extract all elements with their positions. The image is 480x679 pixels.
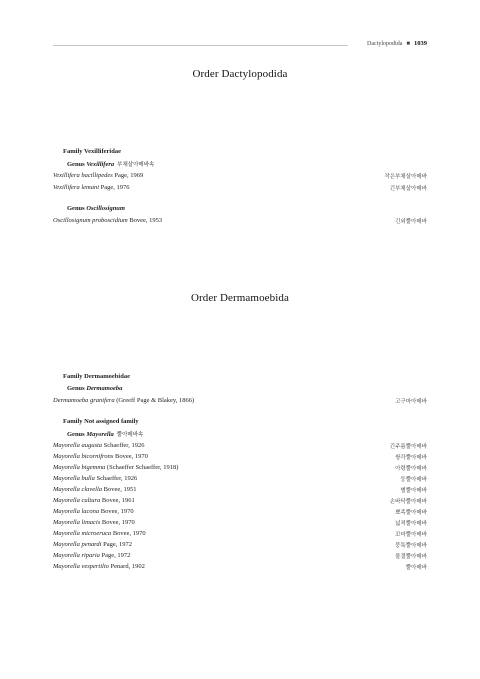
separator-dot-icon: ■ — [406, 41, 410, 47]
species-name: Mayorella clavella — [53, 486, 103, 493]
species-korean-name: 물결뿔아메바 — [395, 554, 427, 560]
genus-name: Dermamoeba — [86, 385, 123, 392]
genus-prefix: Genus — [67, 385, 85, 392]
species-author: Schaeffer, 1926 — [103, 442, 145, 449]
header-rule — [53, 45, 348, 46]
species-row — [53, 508, 427, 518]
species-korean-name: 손바닥뿔아메바 — [389, 499, 427, 505]
species-korean-name: 둥뿔아메바 — [400, 477, 427, 483]
species-row — [53, 541, 427, 551]
species-name: Mayorella lacona — [53, 508, 100, 515]
species-korean-name: 아령뿔아메바 — [395, 466, 427, 472]
species-author: Page, 1976 — [100, 184, 130, 191]
species-korean-name: 뾰족뿔아메바 — [395, 510, 427, 516]
genus-prefix: Genus — [67, 431, 85, 438]
species-name: Mayorella riparia — [53, 552, 100, 559]
genus-heading — [67, 385, 122, 392]
species-korean-name: 긴외뿔아메바 — [395, 219, 427, 225]
species-korean-name: 별뿔아메바 — [400, 488, 427, 494]
species-author: (Schaeffer Schaeffer, 1918) — [106, 464, 179, 471]
species-name: Vexillifera lemani — [53, 184, 100, 191]
running-head — [367, 40, 427, 47]
species-row — [53, 486, 427, 496]
species-name: Mayorella bigemma — [53, 464, 106, 471]
species-author: Penard, 1902 — [110, 563, 145, 570]
species-row — [53, 442, 427, 452]
genus-prefix: Genus — [67, 161, 85, 168]
species-korean-name: 쌍각뿔아메바 — [395, 455, 427, 461]
genus-heading — [67, 160, 154, 168]
genus-korean-name: 뿔아메바속 — [116, 432, 144, 438]
species-author: Bovee, 1970 — [112, 530, 146, 537]
species-name: Dermamoeba granifera — [53, 397, 115, 404]
species-korean-name: 긴주름뿔아메바 — [389, 444, 427, 450]
species-korean-name: 넓적뿔아메바 — [395, 521, 427, 527]
species-korean-name: 긴부채살아메바 — [389, 186, 427, 192]
species-name: Mayorella vespertilio — [53, 563, 109, 570]
genus-heading — [67, 205, 125, 212]
species-korean-name: 작은부채살아메바 — [384, 174, 427, 180]
species-row — [53, 519, 427, 529]
species-korean-name: 뿔아메바 — [405, 565, 427, 571]
order-title: Order Dactylopodida — [192, 68, 288, 80]
species-row — [53, 497, 427, 507]
family-heading: Family Not assigned family — [63, 418, 139, 425]
species-name: Mayorella limacis — [53, 519, 101, 526]
species-name: Mayorella augusta — [53, 442, 103, 449]
family-heading: Family Dermamoebidae — [63, 373, 130, 380]
family-heading: Family Vexilliferidae — [63, 148, 121, 155]
species-author: Bovee, 1953 — [129, 217, 163, 224]
species-korean-name: 고구마아메바 — [395, 399, 427, 405]
species-row — [53, 475, 427, 485]
species-row — [53, 184, 427, 194]
species-row — [53, 172, 427, 182]
species-korean-name: 꼬마뿔아메바 — [395, 532, 427, 538]
species-author: (Greeff Page & Blakey, 1866) — [116, 397, 195, 404]
genus-heading — [67, 430, 143, 438]
species-author: Page, 1972 — [103, 541, 132, 548]
genus-korean-name: 부채살아메바속 — [117, 162, 155, 168]
species-author: Page, 1972 — [101, 552, 131, 559]
species-row — [53, 397, 427, 407]
species-author: Bovee, 1970 — [100, 508, 134, 515]
species-author: Bovee, 1970 — [101, 519, 135, 526]
species-author: Bovee, 1970 — [115, 453, 148, 460]
order-title: Order Dermamoebida — [190, 292, 289, 304]
species-name: Mayorella cultura — [53, 497, 101, 504]
species-row — [53, 552, 427, 562]
species-name: Mayorella bulla — [53, 475, 95, 482]
genus-name: Oscillosignum — [86, 205, 125, 212]
species-row — [53, 217, 427, 227]
species-korean-name: 뭉툭뿔아메바 — [395, 543, 427, 549]
species-author: Bovee, 1951 — [103, 486, 137, 493]
species-row — [53, 563, 427, 573]
species-author: Bovee, 1961 — [101, 497, 135, 504]
species-row — [53, 464, 427, 474]
genus-name: Vexillifera — [86, 161, 115, 168]
species-author: Schaeffer, 1926 — [96, 475, 138, 482]
genus-prefix: Genus — [67, 205, 85, 212]
species-row — [53, 530, 427, 540]
running-head-title: Dactylopodida — [367, 41, 403, 47]
species-name: Mayorella bicornifrons — [53, 453, 114, 460]
genus-name: Mayorella — [86, 431, 114, 438]
species-name: Mayorella penardi — [53, 541, 102, 548]
species-name: Vexillifera bacillipedes — [53, 172, 113, 179]
species-name: Oscillosignum proboscidium — [53, 217, 128, 224]
species-name: Mayorella microeruca — [53, 530, 112, 537]
species-author: Page, 1969 — [114, 172, 144, 179]
page-number: 1039 — [414, 40, 427, 47]
species-row — [53, 453, 427, 463]
